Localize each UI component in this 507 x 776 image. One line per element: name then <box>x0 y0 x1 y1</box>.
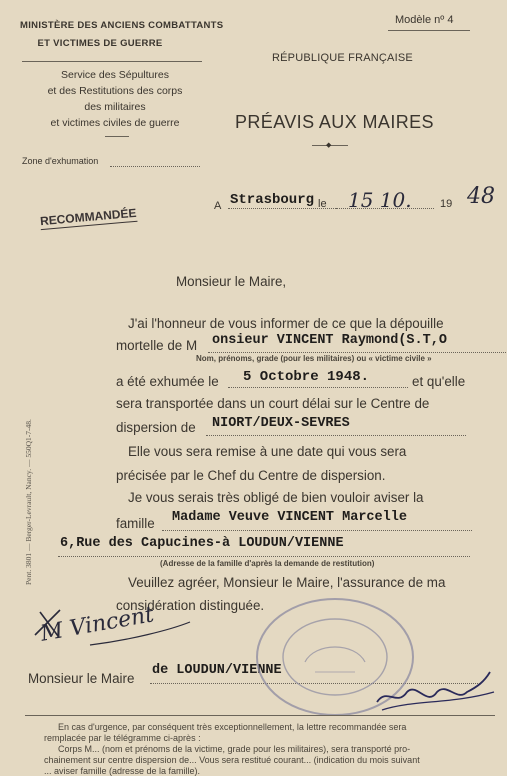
registered-stamp: RECOMMANDÉE <box>39 205 138 229</box>
exhumed-prefix: a été exhumée le <box>116 374 219 389</box>
footer-line-2: remplacée par le télégramme ci-après : <box>44 733 201 743</box>
printer-side-note: Pent. 3801 — Berger-Levrault, Nancy. — 550Q1-7-48. <box>24 419 33 585</box>
paragraph-4-line-1: Je vous serais très obligé de bien vouloir aviser la <box>128 490 424 505</box>
date-dots <box>336 208 434 209</box>
year-prefix: 19 <box>440 198 453 210</box>
ministry-line-1: MINISTÈRE DES ANCIENS COMBATTANTS <box>20 20 224 31</box>
exhumed-suffix: et qu'elle <box>412 374 466 389</box>
paragraph-1-line-1: J'ai l'honneur de vous informer de ce que la dépouille <box>128 316 444 331</box>
closing-line-2: considération distinguée. <box>116 598 265 613</box>
footer-line-3: Corps M... (nom et prénoms de la victime, grade pour les militaires), sera transporté pro- <box>58 744 411 754</box>
addressee-prefix: Monsieur le Maire <box>28 671 135 686</box>
paragraph-3-line-1: Elle vous sera remise à une date qui vous sera <box>128 444 407 459</box>
service-line-4: et victimes civiles de guerre <box>50 117 180 129</box>
service-line-2: et des Restitutions des corps <box>47 85 183 97</box>
salutation: Monsieur le Maire, <box>176 274 287 289</box>
place-le: le <box>318 198 327 210</box>
exhumation-dots <box>228 387 408 388</box>
footer-divider <box>25 715 495 716</box>
zone-label: Zone d'exhumation <box>22 156 99 166</box>
footer-line-4: chainement sur centre dispersion de... Vous sera restitué courant... (indication du mois suivant <box>44 755 420 765</box>
paragraph-3-line-2: précisée par le Chef du Centre de dispersion. <box>116 468 386 483</box>
deceased-caption: Nom, prénoms, grade (pour les militaires) ou « victime civile » <box>196 354 432 363</box>
place-prefix: A <box>214 200 222 212</box>
dispersion-dots <box>206 435 466 436</box>
ornament-diamond-icon: ◆ <box>326 142 332 149</box>
service-line-1: Service des Sépultures <box>61 69 169 81</box>
exhumation-date: 5 Octobre 1948. <box>243 369 370 385</box>
dispersion-prefix: dispersion de <box>116 420 196 435</box>
ministry-line-2: ET VICTIMES DE GUERRE <box>37 38 163 49</box>
handwritten-strokes <box>30 600 200 660</box>
handwritten-date: 15 10. <box>348 188 412 212</box>
footer-line-1: En cas d'urgence, par conséquent très exceptionnellement, la lettre recommandée sera <box>58 722 407 732</box>
dispersion-center: NIORT/DEUX-SEVRES <box>212 416 350 431</box>
deceased-dots <box>208 352 506 353</box>
footer-line-5: ... aviser famille (adresse de la famille). <box>44 766 201 776</box>
zone-field <box>110 166 200 167</box>
handwritten-year: 48 <box>467 184 495 209</box>
service-line-3: des militaires <box>84 101 146 113</box>
signature <box>372 662 502 727</box>
header-divider <box>22 61 202 62</box>
addressee-city: de LOUDUN/VIENNE <box>152 663 282 678</box>
address-dots <box>58 556 470 557</box>
family-prefix: famille <box>116 516 155 531</box>
deceased-name: onsieur VINCENT Raymond(S.T,O <box>212 333 447 348</box>
family-dots <box>162 530 472 531</box>
service-divider <box>105 136 129 137</box>
document-title: PRÉAVIS AUX MAIRES <box>235 112 434 132</box>
address-caption: (Adresse de la famille d'après la demande de restitution) <box>160 559 375 568</box>
family-address: 6,Rue des Capucines-à LOUDUN/VIENNE <box>60 536 344 551</box>
paragraph-2-line-1: sera transportée dans un court délai sur le Centre de <box>116 396 430 411</box>
place-city: Strasbourg <box>230 192 315 208</box>
handwritten-name: M Vincent <box>38 602 156 647</box>
republic-label: RÉPUBLIQUE FRANÇAISE <box>272 52 413 64</box>
model-number: Modèle nº 4 <box>395 14 454 26</box>
model-underline <box>388 30 470 31</box>
family-name: Madame Veuve VINCENT Marcelle <box>172 510 407 525</box>
paragraph-1-line-2-prefix: mortelle de M <box>116 338 198 353</box>
closing-line-1: Veuillez agréer, Monsieur le Maire, l'assurance de ma <box>128 575 446 590</box>
